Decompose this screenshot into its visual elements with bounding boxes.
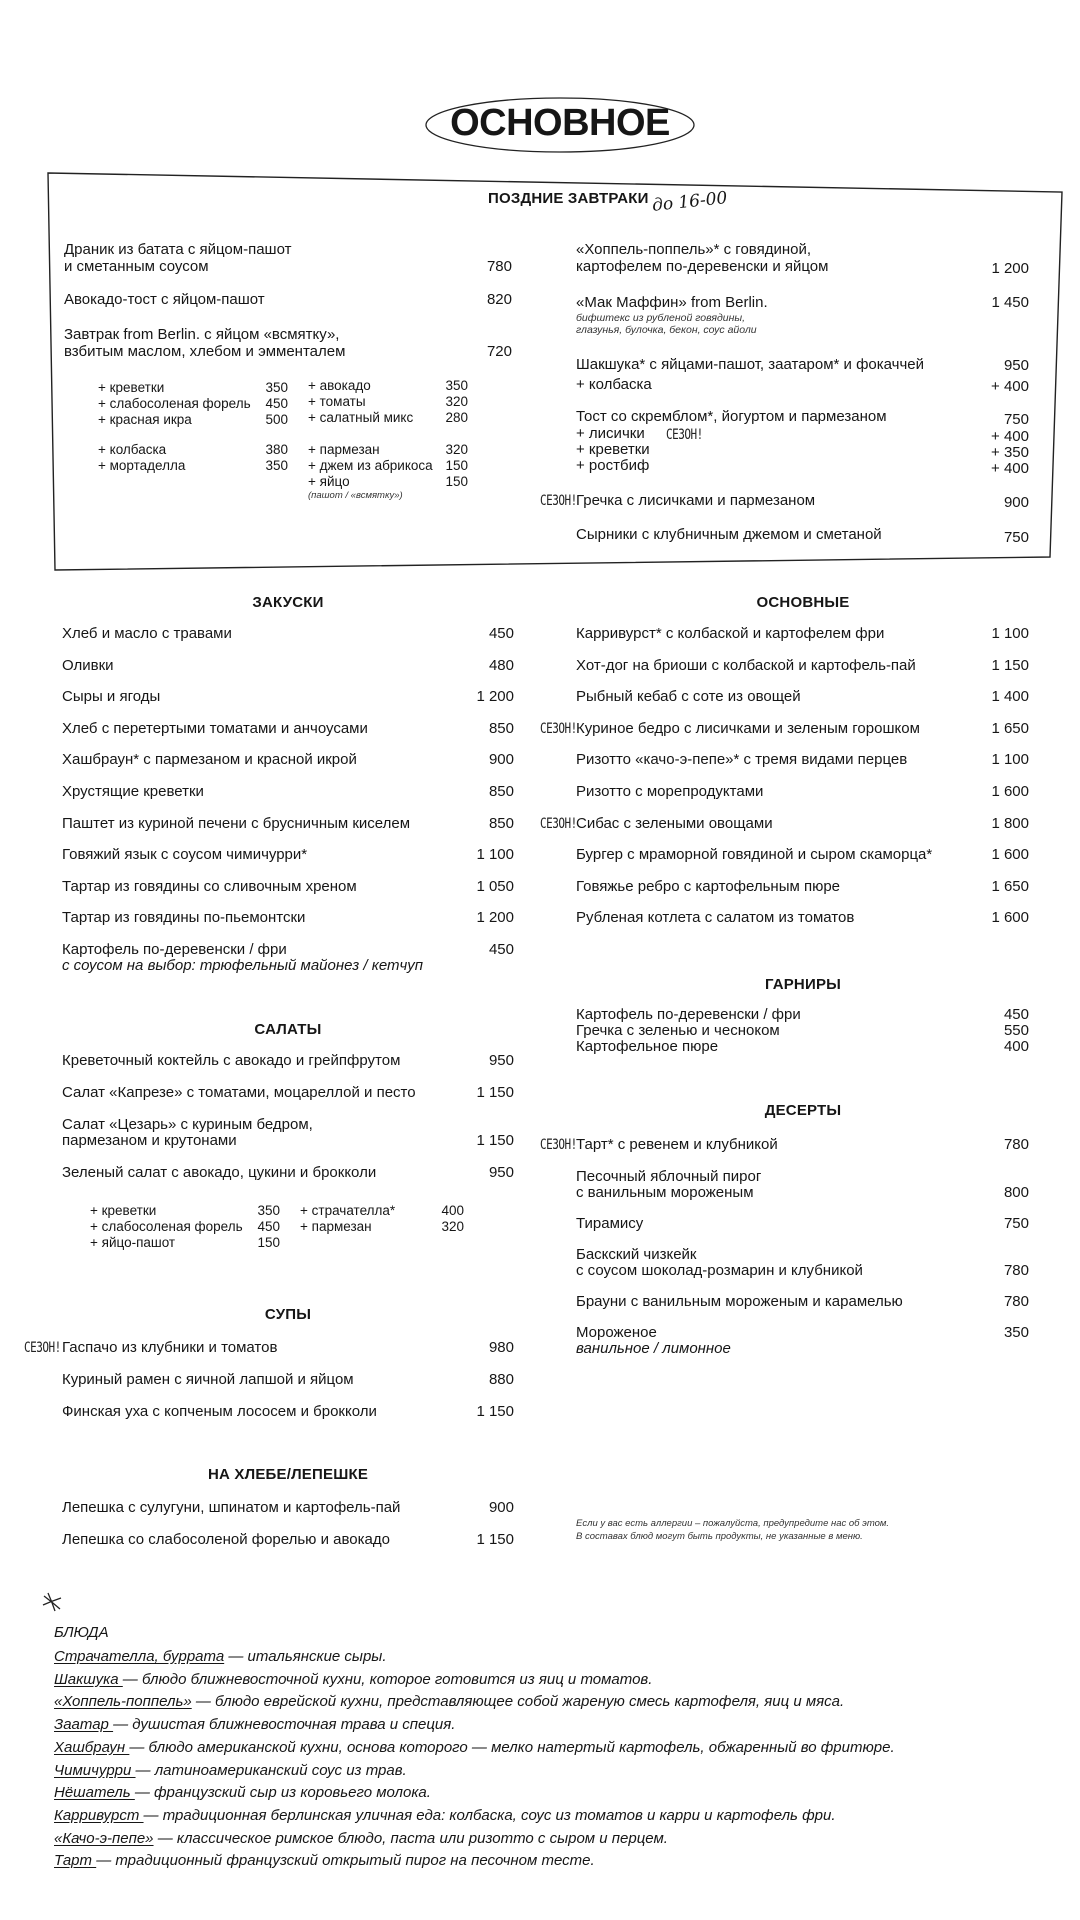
addon-price: 450 bbox=[265, 396, 288, 411]
glossary-definition: — итальянские сыры. bbox=[224, 1648, 387, 1665]
season-label: СЕЗОН! bbox=[540, 492, 577, 509]
menu-item: Тарт* с ревенем и клубникой bbox=[576, 1136, 778, 1153]
menu-item-line2: и сметанным соусом bbox=[64, 258, 209, 275]
glossary-definition: — блюдо американской кухни, основа которого — мелко натертый картофель, обжаренный во фритюре. bbox=[129, 1738, 895, 1756]
glossary-item bbox=[54, 1671, 652, 1689]
addon-price: 150 bbox=[257, 1235, 280, 1250]
glossary-term: Тарт bbox=[54, 1852, 97, 1870]
addon-price: 150 bbox=[445, 458, 468, 473]
menu-price: 750 bbox=[1003, 1215, 1029, 1232]
menu-item: Куриный рамен с яичной лапшой и яйцом bbox=[62, 1371, 354, 1388]
season-label: СЕЗОН! bbox=[540, 1136, 577, 1153]
menu-item: Говяжий язык с соусом чимичурри* bbox=[62, 846, 308, 864]
section-heading-mains: ОСНОВНЫЕ bbox=[756, 594, 850, 611]
menu-price: 900 bbox=[1003, 494, 1029, 511]
menu-price: 1 400 bbox=[991, 688, 1029, 706]
menu-price: 1 150 bbox=[476, 1403, 514, 1420]
section-heading-bread: НА ХЛЕБЕ/ЛЕПЕШКЕ bbox=[207, 1466, 369, 1483]
addon-price: 500 bbox=[265, 412, 288, 427]
addon: + слабосоленая форель bbox=[90, 1219, 243, 1234]
menu-item: Салат «Цезарь» с куриным бедром, bbox=[62, 1116, 313, 1133]
addon: + яйцо bbox=[308, 474, 350, 489]
menu-price: 1 100 bbox=[991, 751, 1029, 769]
menu-item: Тирамису bbox=[576, 1215, 644, 1232]
menu-item: Мороженое bbox=[576, 1324, 657, 1341]
season-label: СЕЗОН! bbox=[540, 719, 577, 737]
menu-price: 1 600 bbox=[991, 783, 1029, 800]
allergy-note: В составах блюд могут быть продукты, не указанные в меню. bbox=[576, 1531, 863, 1542]
menu-item: Хлеб и масло с травами bbox=[62, 625, 232, 642]
addon: + пармезан bbox=[300, 1219, 372, 1234]
menu-price: 750 bbox=[1003, 411, 1029, 428]
glossary-term: Заатар bbox=[54, 1716, 114, 1734]
addon-price: 280 bbox=[445, 410, 468, 425]
glossary-definition: — душистая ближневосточная трава и специя. bbox=[113, 1716, 456, 1734]
glossary-term: Страчателла, буррата bbox=[54, 1648, 225, 1665]
menu-item: Сырники с клубничным джемом и сметаной bbox=[576, 526, 882, 543]
menu-item: «Хоппель-поппель»* с говядиной, bbox=[576, 241, 812, 258]
menu-item: Сыры и ягоды bbox=[62, 688, 161, 706]
menu-item: Драник из батата с яйцом-пашот bbox=[64, 241, 292, 258]
menu-price: 450 bbox=[488, 941, 514, 958]
glossary-term: Чимичурри bbox=[54, 1761, 136, 1779]
menu-item-addon: + ростбиф bbox=[576, 457, 650, 474]
menu-item: Зеленый салат с авокадо, цукини и брокколи bbox=[62, 1164, 377, 1181]
addon: + яйцо-пашот bbox=[90, 1235, 176, 1250]
menu-item: Картофель по-деревенски / фри bbox=[62, 941, 287, 958]
menu-price: 550 bbox=[1003, 1022, 1029, 1039]
glossary-term: Шакшука bbox=[54, 1670, 123, 1688]
menu-item: Куриное бедро с лисичками и зеленым горошком bbox=[576, 719, 920, 737]
menu-item: Финская уха с копченым лососем и брокколи bbox=[62, 1403, 377, 1420]
menu-price: 820 bbox=[486, 291, 512, 308]
allergy-note: Если у вас есть аллергии – пожалуйста, предупредите нас об этом. bbox=[576, 1518, 890, 1529]
glossary-item bbox=[54, 1739, 895, 1757]
section-heading-starters: ЗАКУСКИ bbox=[252, 594, 324, 611]
menu-price: 780 bbox=[1003, 1136, 1029, 1153]
menu-item: Хрустящие креветки bbox=[62, 783, 204, 800]
addon: + джем из абрикоса bbox=[308, 458, 433, 473]
menu-item: Карривурст* с колбаской и картофелем фри bbox=[576, 625, 885, 642]
menu-item-line2: взбитым маслом, хлебом и эмменталем bbox=[64, 343, 346, 360]
menu-price: 1 650 bbox=[991, 877, 1029, 895]
addon: + мортаделла bbox=[98, 458, 186, 473]
addon-price: 350 bbox=[445, 378, 468, 393]
menu-price: 1 800 bbox=[991, 814, 1029, 832]
menu-item: Ризотто с морепродуктами bbox=[576, 783, 764, 800]
addon: + креветки bbox=[98, 380, 165, 395]
section-heading-desserts: ДЕСЕРТЫ bbox=[764, 1102, 842, 1119]
menu-price: 450 bbox=[1003, 1006, 1029, 1023]
glossary-item bbox=[54, 1852, 595, 1870]
menu-item: Гречка с зеленью и чесноком bbox=[576, 1022, 780, 1039]
menu-item: Бургер с мраморной говядиной и сыром скаморца* bbox=[576, 846, 933, 864]
glossary-item bbox=[54, 1648, 387, 1666]
page-title: ОСНОВНОЕ bbox=[450, 102, 670, 144]
addon: + красная икра bbox=[98, 412, 192, 427]
section-heading-salads: САЛАТЫ bbox=[254, 1021, 322, 1038]
asterisk-icon bbox=[40, 1590, 64, 1614]
addon-price: 400 bbox=[441, 1203, 464, 1218]
menu-price: 850 bbox=[488, 719, 514, 737]
menu-item: Завтрак from Berlin. с яйцом «всмятку», bbox=[64, 326, 340, 343]
menu-price: 1 100 bbox=[476, 846, 514, 864]
menu-item: «Мак Маффин» from Berlin. bbox=[576, 294, 768, 311]
menu-item: Сибас с зелеными овощами bbox=[576, 814, 773, 832]
menu-price: 1 150 bbox=[991, 656, 1029, 674]
menu-price: 1 600 bbox=[991, 846, 1029, 864]
menu-price: 450 bbox=[488, 625, 514, 642]
glossary-term: «Хоппель-поппель» bbox=[54, 1693, 192, 1711]
menu-item: Гаспачо из клубники и томатов bbox=[62, 1339, 278, 1356]
menu-price: 950 bbox=[1003, 357, 1029, 374]
menu-item-sub: с соусом на выбор: трюфельный майонез / кетчуп bbox=[62, 957, 424, 974]
menu-item: Тартар из говядины по-пьемонтски bbox=[62, 909, 306, 927]
addon: + пармезан bbox=[308, 442, 380, 457]
menu-price: + 350 bbox=[991, 444, 1029, 461]
menu-price: 750 bbox=[1003, 529, 1029, 546]
menu-item: Шакшука* с яйцами-пашот, заатаром* и фокаччей bbox=[576, 356, 925, 373]
menu-price: 400 bbox=[1003, 1038, 1029, 1055]
menu-price: 850 bbox=[488, 814, 514, 832]
glossary-term: «Качо-э-пепе» bbox=[54, 1829, 154, 1847]
menu-price: 850 bbox=[488, 783, 514, 800]
glossary-item bbox=[54, 1762, 407, 1780]
addon: + слабосоленая форель bbox=[98, 396, 251, 411]
addon: + авокадо bbox=[308, 378, 371, 393]
glossary-definition: — традиционная берлинская уличная еда: колбаска, соус из томатов и карри и картофель фри. bbox=[143, 1806, 836, 1824]
menu-price: 950 bbox=[488, 1164, 514, 1181]
glossary-definition: — традиционный французский открытый пирог на песочном тесте. bbox=[96, 1852, 595, 1870]
menu-price: 900 bbox=[488, 751, 514, 769]
menu-item-desc: бифштекс из рубленой говядины, bbox=[576, 312, 746, 324]
menu-price: 780 bbox=[1003, 1293, 1029, 1310]
menu-item: Гречка с лисичками и пармезаном bbox=[576, 492, 816, 509]
menu-price: + 400 bbox=[991, 378, 1029, 395]
addon-price: 350 bbox=[265, 380, 288, 395]
menu-price: 1 450 bbox=[991, 294, 1029, 311]
addon-price: 350 bbox=[257, 1203, 280, 1218]
menu-item: Хот-дог на бриоши с колбаской и картофель-пай bbox=[576, 656, 916, 674]
menu-item: Лепешка со слабосоленой форелью и авокадо bbox=[62, 1531, 390, 1548]
menu-item: Картофельное пюре bbox=[576, 1038, 719, 1055]
menu-price: + 400 bbox=[991, 460, 1029, 477]
menu-price: 1 100 bbox=[991, 625, 1029, 642]
menu-item: Авокадо-тост с яйцом-пашот bbox=[64, 291, 265, 308]
menu-item: Салат «Капрезе» с томатами, моцареллой и песто bbox=[62, 1084, 416, 1101]
glossary-definition: — французский сыр из коровьего молока. bbox=[134, 1784, 431, 1802]
season-label: СЕЗОН! bbox=[540, 814, 577, 832]
addon-price: 350 bbox=[265, 458, 288, 473]
breakfast-heading: ПОЗДНИЕ ЗАВТРАКИ bbox=[488, 190, 649, 207]
glossary-definition: — латиноамериканский соус из трав. bbox=[135, 1761, 407, 1779]
menu-item: Тост со скремблом*, йогуртом и пармезаном bbox=[576, 408, 887, 425]
addon: + креветки bbox=[90, 1203, 157, 1218]
menu-item: Хашбраун* с пармезаном и красной икрой bbox=[62, 751, 357, 769]
glossary-item bbox=[54, 1784, 431, 1802]
menu-price: 1 650 bbox=[991, 719, 1029, 737]
menu-price: 780 bbox=[486, 258, 512, 275]
addon-price: 450 bbox=[257, 1219, 280, 1234]
menu-item-addon: + креветки bbox=[576, 441, 650, 458]
menu-item-line2: с соусом шоколад-розмарин и клубникой bbox=[576, 1262, 863, 1279]
menu-price: 780 bbox=[1003, 1262, 1029, 1279]
addon-price: 380 bbox=[265, 442, 288, 457]
menu-item-addon: + колбаска bbox=[576, 376, 652, 393]
menu-price: 980 bbox=[488, 1339, 514, 1356]
addon-price: 320 bbox=[445, 394, 468, 409]
menu-item: Песочный яблочный пирог bbox=[576, 1168, 762, 1185]
glossary-term: Карривурст bbox=[54, 1806, 144, 1824]
addon: + колбаска bbox=[98, 442, 167, 457]
menu-item: Рубленая котлета с салатом из томатов bbox=[576, 909, 855, 927]
menu-price: 1 050 bbox=[476, 877, 514, 895]
section-heading-sides: ГАРНИРЫ bbox=[764, 976, 842, 993]
season-label: СЕЗОН! bbox=[666, 426, 703, 443]
addon: + салатный микс bbox=[308, 410, 414, 425]
menu-price: 880 bbox=[488, 1371, 514, 1388]
menu-price: 1 200 bbox=[476, 909, 514, 927]
addon-price: 150 bbox=[445, 474, 468, 489]
menu-item: Хлеб с перетертыми томатами и анчоусами bbox=[62, 719, 368, 737]
glossary-term: Нёшатель bbox=[54, 1784, 135, 1802]
season-label: СЕЗОН! bbox=[24, 1339, 61, 1356]
addon: + томаты bbox=[308, 394, 366, 409]
glossary-definition: — блюдо ближневосточной кухни, которое готовится из яиц и томатов. bbox=[122, 1670, 653, 1688]
menu-item-line2: с ванильным мороженым bbox=[576, 1184, 754, 1201]
egg-note: (пашот / «всмятку») bbox=[308, 490, 403, 501]
section-heading-soups: СУПЫ bbox=[264, 1306, 312, 1323]
glossary-definition: — блюдо еврейской кухни, представляющее собой жареную смесь картофеля, яиц и мяса. bbox=[191, 1693, 845, 1711]
menu-item-desc: глазунья, булочка, бекон, соус айоли bbox=[576, 324, 757, 336]
glossary-item bbox=[54, 1830, 668, 1848]
glossary-item bbox=[54, 1716, 455, 1734]
menu-price: 800 bbox=[1003, 1184, 1029, 1201]
menu-item: Паштет из куриной печени с брусничным киселем bbox=[62, 814, 411, 832]
menu-item: Говяжье ребро с картофельным пюре bbox=[576, 877, 841, 895]
menu-item-line2: пармезаном и крутонами bbox=[62, 1132, 237, 1149]
glossary-item bbox=[54, 1807, 836, 1825]
menu-item-addon: + лисички bbox=[576, 425, 645, 442]
menu-item: Лепешка с сулугуни, шпинатом и картофель-пай bbox=[62, 1499, 401, 1516]
menu-price: 720 bbox=[486, 343, 512, 360]
glossary-term: Хашбраун bbox=[54, 1738, 130, 1756]
menu-price: 1 200 bbox=[991, 260, 1029, 277]
menu-item: Рыбный кебаб с соте из овощей bbox=[576, 688, 801, 706]
menu-price: 1 600 bbox=[991, 909, 1029, 927]
menu-price: 1 150 bbox=[476, 1132, 514, 1149]
menu-item: Картофель по-деревенски / фри bbox=[576, 1006, 801, 1023]
glossary-item bbox=[54, 1693, 844, 1711]
menu-price: 1 150 bbox=[476, 1084, 514, 1101]
menu-item: Тартар из говядины со сливочным хреном bbox=[62, 877, 357, 895]
menu-item: Оливки bbox=[62, 656, 114, 674]
addon: + страчателла* bbox=[300, 1203, 396, 1218]
menu-item-line2: картофелем по-деревенски и яйцом bbox=[576, 258, 829, 275]
menu-item: Баскский чизкейк bbox=[576, 1246, 697, 1263]
menu-price: 1 150 bbox=[476, 1531, 514, 1548]
glossary-definition: — классическое римское блюдо, паста или ризотто с сыром и перцем. bbox=[153, 1829, 668, 1847]
breakfast-time-note: до 16-00 bbox=[651, 188, 729, 216]
menu-item: Брауни с ванильным мороженым и карамелью bbox=[576, 1293, 903, 1310]
menu-item: Ризотто «качо-э-пепе»* с тремя видами перцев bbox=[576, 751, 908, 769]
menu-price: 480 bbox=[488, 656, 514, 674]
menu-price: 900 bbox=[488, 1499, 514, 1516]
menu-price: + 400 bbox=[991, 428, 1029, 445]
glossary-heading: БЛЮДА bbox=[54, 1624, 109, 1641]
addon-price: 320 bbox=[441, 1219, 464, 1234]
addon-price: 320 bbox=[445, 442, 468, 457]
menu-price: 950 bbox=[488, 1052, 514, 1069]
menu-item-sub: ванильное / лимонное bbox=[576, 1340, 731, 1357]
menu-item: Креветочный коктейль с авокадо и грейпфрутом bbox=[62, 1052, 401, 1069]
menu-price: 350 bbox=[1003, 1324, 1029, 1341]
menu-price: 1 200 bbox=[476, 688, 514, 706]
